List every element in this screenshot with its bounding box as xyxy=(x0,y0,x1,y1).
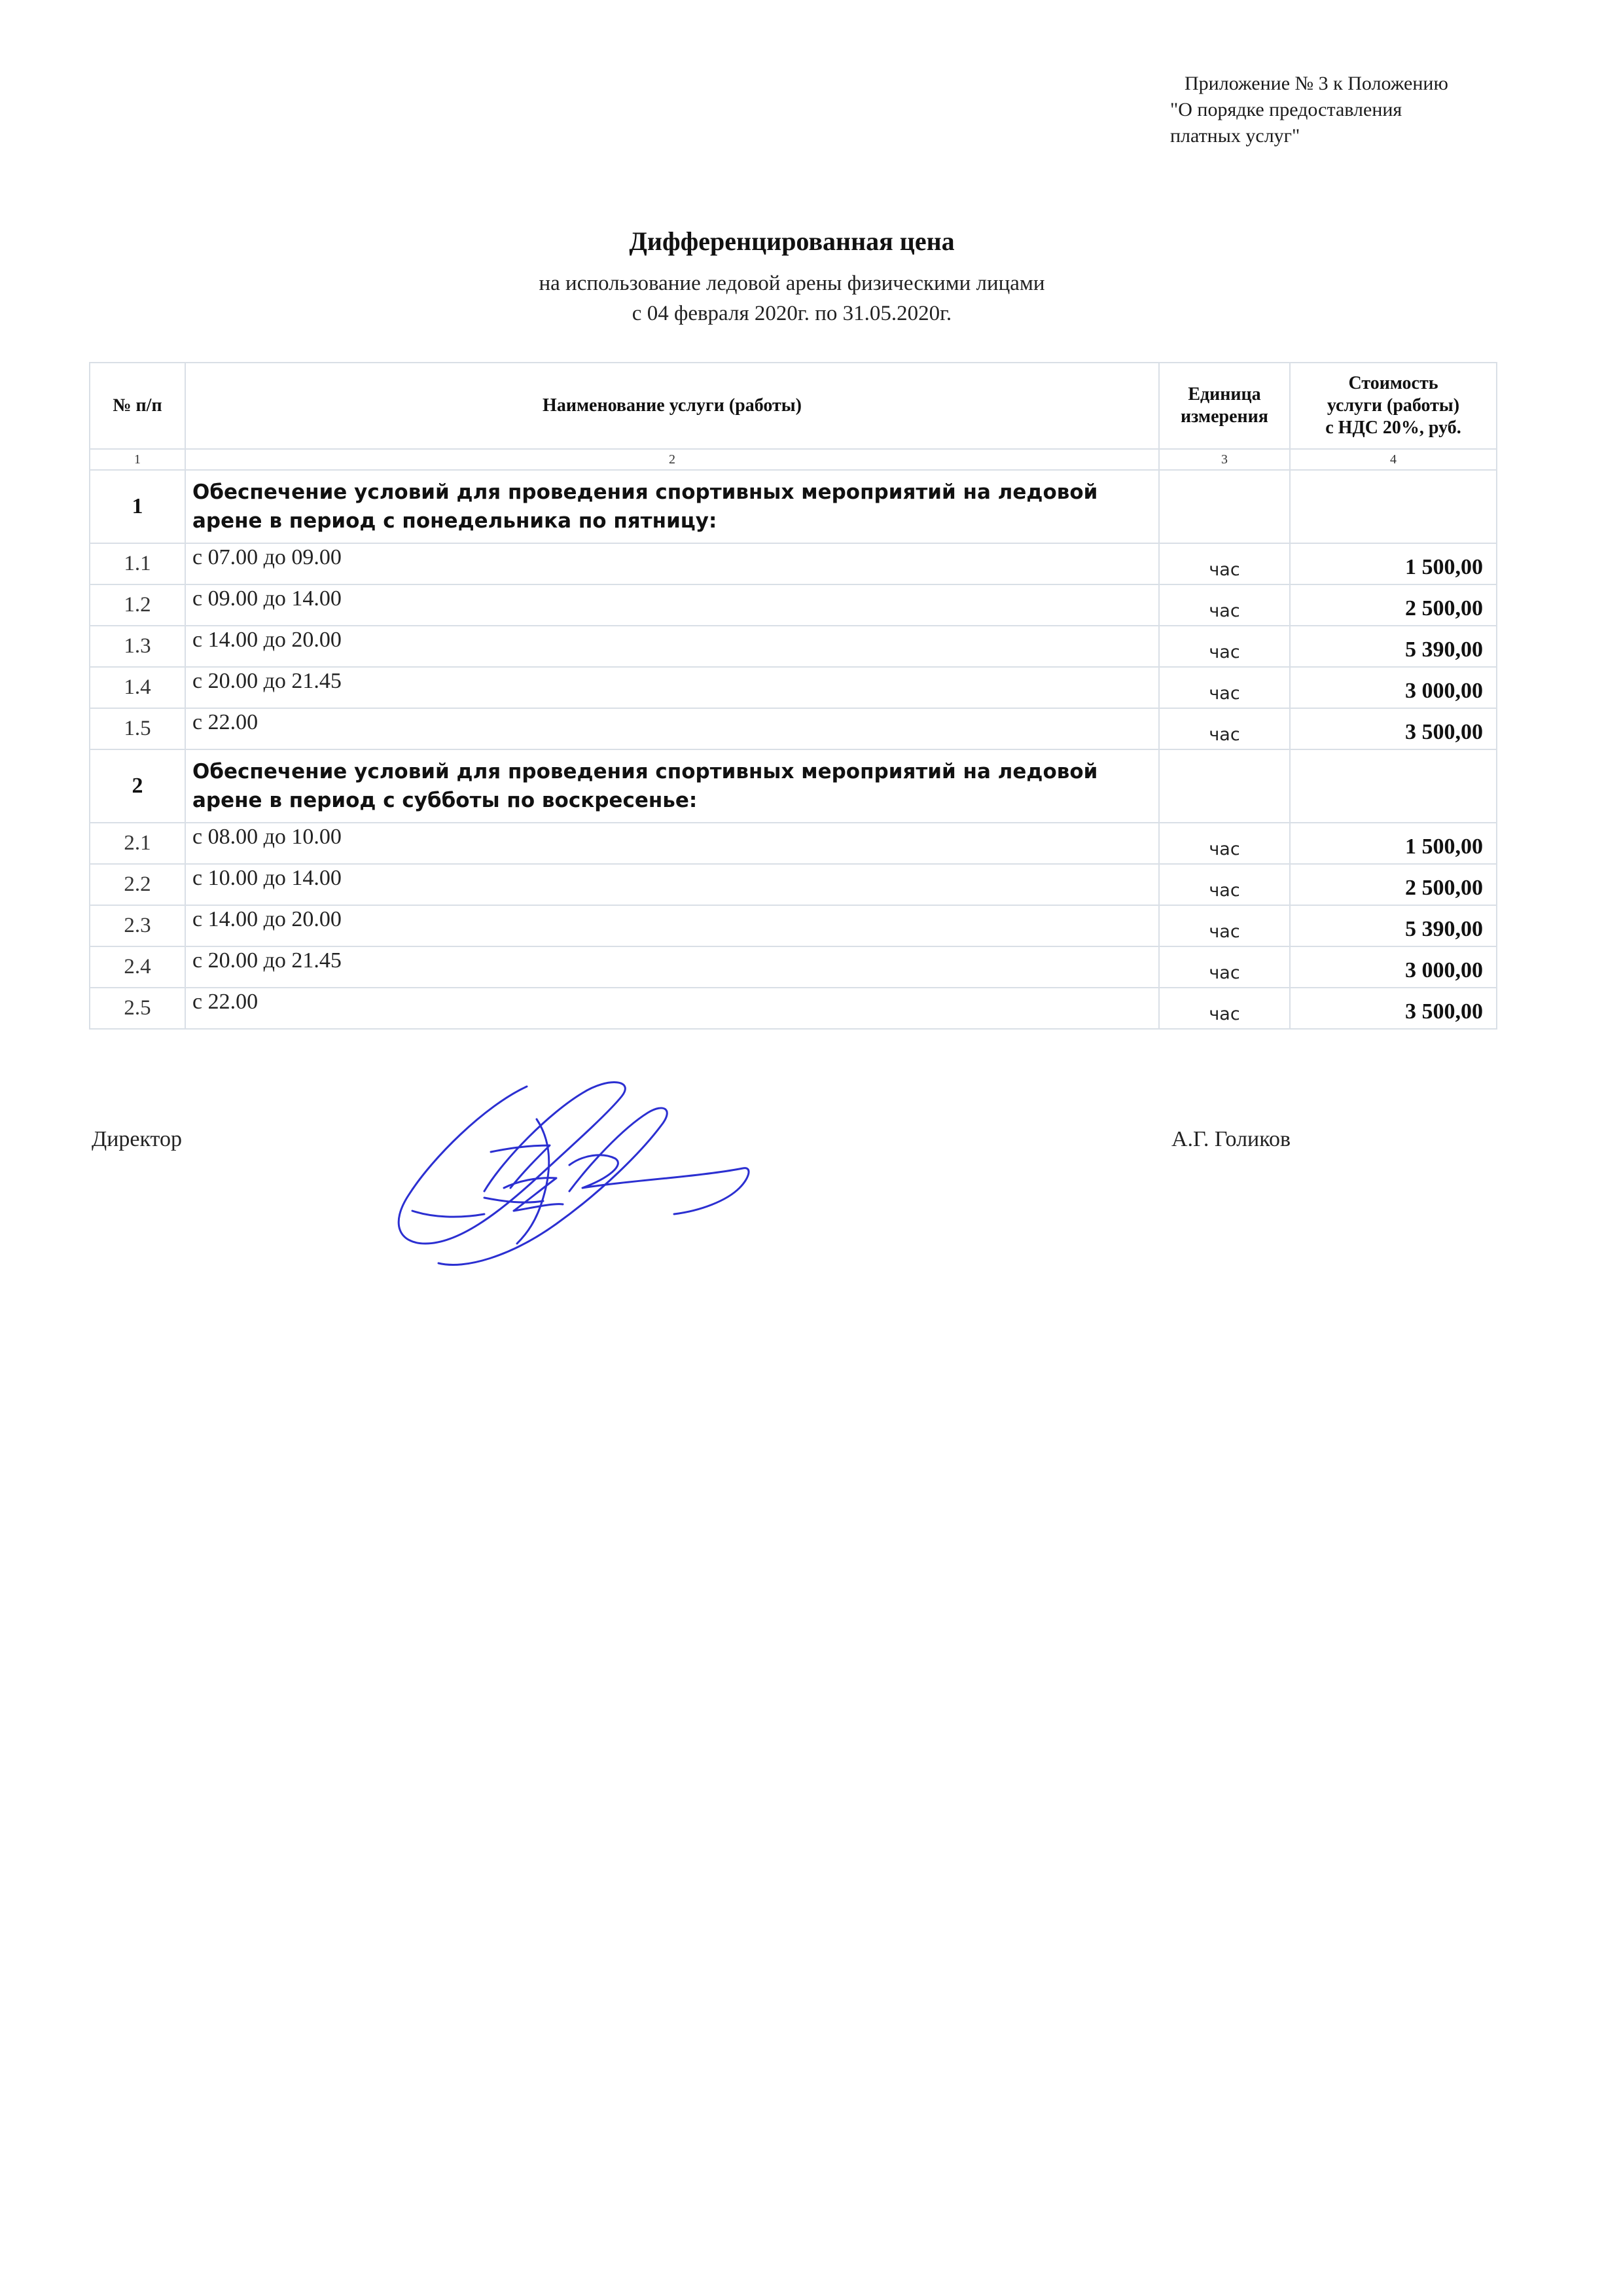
item-price: 5 390,00 xyxy=(1290,626,1497,667)
table-row xyxy=(90,708,1497,749)
table-row xyxy=(90,626,1497,667)
section-number: 1 xyxy=(90,470,185,543)
table-row xyxy=(90,988,1497,1029)
item-price: 1 500,00 xyxy=(1290,823,1497,864)
appendix-line-1: Приложение № 3 к Положению xyxy=(1185,73,1448,94)
item-name: с 22.00 xyxy=(185,988,1159,1029)
signature-stroke xyxy=(412,1211,484,1217)
item-name: с 09.00 до 14.00 xyxy=(185,584,1159,626)
signature-stroke xyxy=(569,1155,749,1214)
item-name: с 20.00 до 21.45 xyxy=(185,667,1159,708)
item-unit: час xyxy=(1159,667,1290,708)
item-name: с 08.00 до 10.00 xyxy=(185,823,1159,864)
signer-position: Директор xyxy=(92,1127,182,1151)
item-unit: час xyxy=(1159,823,1290,864)
table-row xyxy=(90,905,1497,946)
section-title xyxy=(185,749,1159,823)
header-cost-line-3: с НДС 20%, руб. xyxy=(1325,418,1461,438)
section-title-line-1: Обеспечение условий для проведения спортивных мероприятий на ледовой xyxy=(192,760,1098,783)
item-unit: час xyxy=(1159,584,1290,626)
appendix-line-2: "О порядке предоставления xyxy=(1170,99,1402,120)
section-title-line-2: арене в период с понедельника по пятницу: xyxy=(192,509,717,533)
header-cost xyxy=(1290,363,1497,449)
item-number: 1.2 xyxy=(90,584,185,626)
subtitle-line-2: с 04 февраля 2020г. по 31.05.2020г. xyxy=(632,302,952,325)
section-row xyxy=(90,470,1497,543)
appendix-line-3: платных услуг" xyxy=(1170,125,1300,147)
item-unit: час xyxy=(1159,864,1290,905)
table-row xyxy=(90,864,1497,905)
item-number: 1.3 xyxy=(90,626,185,667)
item-name: с 07.00 до 09.00 xyxy=(185,543,1159,584)
item-name: с 14.00 до 20.00 xyxy=(185,626,1159,667)
section-unit-empty xyxy=(1159,470,1290,543)
item-number: 1.5 xyxy=(90,708,185,749)
item-number: 2.5 xyxy=(90,988,185,1029)
item-unit: час xyxy=(1159,946,1290,988)
item-price: 1 500,00 xyxy=(1290,543,1497,584)
header-unit-line-1: Единица xyxy=(1188,384,1261,404)
header-cost-line-2: услуги (работы) xyxy=(1327,395,1460,416)
column-number-row xyxy=(90,449,1497,470)
header-unit xyxy=(1159,363,1290,449)
section-row xyxy=(90,749,1497,823)
column-number: 1 xyxy=(90,449,185,470)
table-header-row xyxy=(90,363,1497,449)
item-number: 2.4 xyxy=(90,946,185,988)
table-row xyxy=(90,543,1497,584)
appendix-note xyxy=(1170,71,1448,149)
item-price: 3 500,00 xyxy=(1290,988,1497,1029)
column-number: 2 xyxy=(185,449,1159,470)
signature-stroke xyxy=(504,1178,563,1211)
item-unit: час xyxy=(1159,988,1290,1029)
header-num: № п/п xyxy=(90,363,185,449)
table-row xyxy=(90,823,1497,864)
section-price-empty xyxy=(1290,749,1497,823)
document-subtitle xyxy=(0,268,1584,329)
item-name: с 20.00 до 21.45 xyxy=(185,946,1159,988)
header-cost-line-1: Стоимость xyxy=(1348,373,1438,393)
table-row xyxy=(90,946,1497,988)
item-number: 2.2 xyxy=(90,864,185,905)
price-table xyxy=(89,362,1497,1030)
item-price: 3 000,00 xyxy=(1290,667,1497,708)
section-title-line-2: арене в период с субботы по воскресенье: xyxy=(192,789,698,812)
item-unit: час xyxy=(1159,543,1290,584)
item-price: 3 000,00 xyxy=(1290,946,1497,988)
signer-name: А.Г. Голиков xyxy=(1171,1127,1291,1151)
item-unit: час xyxy=(1159,626,1290,667)
header-unit-line-2: измерения xyxy=(1181,406,1268,427)
item-price: 2 500,00 xyxy=(1290,864,1497,905)
subtitle-line-1: на использование ледовой арены физическими лицами xyxy=(539,272,1045,295)
item-number: 1.1 xyxy=(90,543,185,584)
item-unit: час xyxy=(1159,708,1290,749)
header-name: Наименование услуги (работы) xyxy=(185,363,1159,449)
section-title xyxy=(185,470,1159,543)
item-price: 5 390,00 xyxy=(1290,905,1497,946)
item-number: 2.3 xyxy=(90,905,185,946)
item-name: с 14.00 до 20.00 xyxy=(185,905,1159,946)
item-name: с 10.00 до 14.00 xyxy=(185,864,1159,905)
column-number: 3 xyxy=(1159,449,1290,470)
item-unit: час xyxy=(1159,905,1290,946)
section-price-empty xyxy=(1290,470,1497,543)
item-number: 1.4 xyxy=(90,667,185,708)
section-title-line-1: Обеспечение условий для проведения спортивных мероприятий на ледовой xyxy=(192,480,1098,504)
section-unit-empty xyxy=(1159,749,1290,823)
item-price: 3 500,00 xyxy=(1290,708,1497,749)
table-row xyxy=(90,584,1497,626)
section-number: 2 xyxy=(90,749,185,823)
document-title: Дифференцированная цена xyxy=(629,226,955,256)
item-number: 2.1 xyxy=(90,823,185,864)
signature-stroke xyxy=(438,1108,667,1265)
table-row xyxy=(90,667,1497,708)
item-name: с 22.00 xyxy=(185,708,1159,749)
column-number: 4 xyxy=(1290,449,1497,470)
handwritten-signature xyxy=(386,1047,792,1322)
item-price: 2 500,00 xyxy=(1290,584,1497,626)
